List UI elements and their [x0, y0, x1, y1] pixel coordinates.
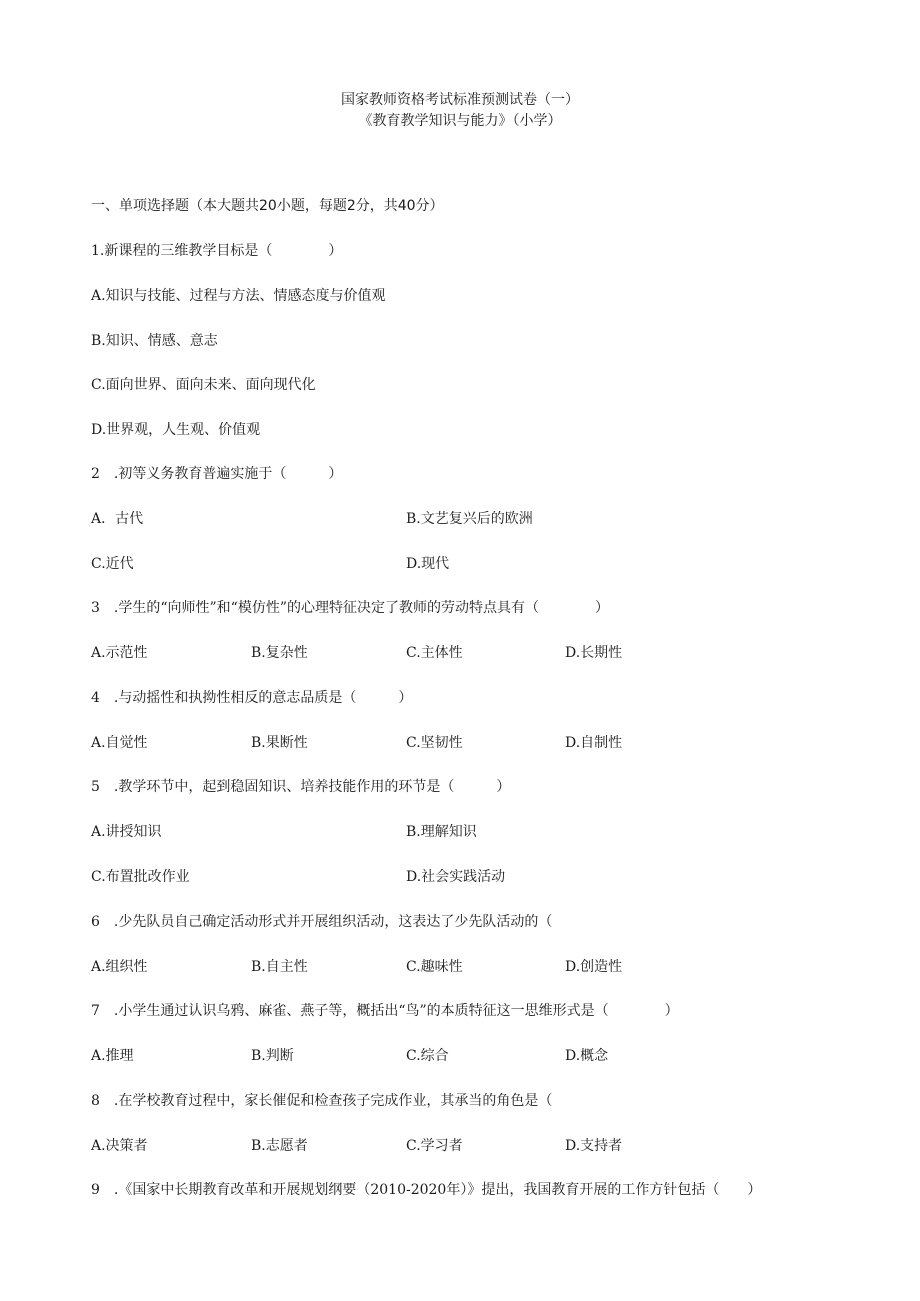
question-7-option-b: B.判断 [251, 1048, 294, 1064]
question-8-option-a: A.决策者 [91, 1138, 148, 1154]
question-3-option-d: D.长期性 [565, 645, 623, 661]
question-6-option-c: C.趣味性 [406, 959, 463, 975]
question-2-option-d: D.现代 [406, 556, 450, 572]
question-8-option-d: D.支持者 [565, 1138, 623, 1154]
question-5-stem: 5 .教学环节中，起到稳固知识、培养技能作用的环节是（ ） [91, 779, 511, 795]
question-1-option-c: C.面向世界、面向未来、面向现代化 [91, 377, 316, 393]
question-2-stem: 2 .初等义务教育普遍实施于（ ） [91, 466, 343, 482]
question-7-stem: 7 .小学生通过认识乌鸦、麻雀、燕子等，概括出“鸟”的本质特征这一思维形式是（ ） [91, 1003, 679, 1019]
question-3-option-c: C.主体性 [406, 645, 463, 661]
question-5-option-a: A.讲授知识 [91, 824, 162, 840]
question-3-option-b: B.复杂性 [251, 645, 308, 661]
exam-subtitle: 《教育教学知识与能力》（小学） [358, 113, 562, 129]
question-6-option-a: A.组织性 [91, 959, 148, 975]
question-6-option-d: D.创造性 [565, 959, 623, 975]
question-1-option-b: B.知识、情感、意志 [91, 333, 218, 349]
question-4-option-c: C.坚韧性 [406, 735, 463, 751]
question-9-stem: 9 .《国家中长期教育改革和开展规划纲要（2010-2020年）》提出，我国教育开展的工作方针包括（ ） [91, 1182, 762, 1198]
question-2-option-b: B.文艺复兴后的欧洲 [406, 511, 533, 527]
question-5-option-b: B.理解知识 [406, 824, 477, 840]
question-2-option-a: A．古代 [91, 511, 144, 527]
question-2-option-c: C.近代 [91, 556, 134, 572]
question-7-option-c: C.综合 [406, 1048, 449, 1064]
question-7-option-a: A.推理 [91, 1048, 134, 1064]
question-3-stem: 3 .学生的“向师性”和“模仿性”的心理特征决定了教师的劳动特点具有（ ） [91, 600, 609, 616]
question-5-option-d: D.社会实践活动 [406, 869, 506, 885]
question-1-option-a: A.知识与技能、过程与方法、情感态度与价值观 [91, 288, 386, 304]
question-6-stem: 6 .少先队员自己确定活动形式并开展组织活动，这表达了少先队活动的（ [91, 914, 553, 930]
question-4-option-d: D.自制性 [565, 735, 623, 751]
question-4-option-a: A.自觉性 [91, 735, 148, 751]
question-8-option-c: C.学习者 [406, 1138, 463, 1154]
question-3-option-a: A.示范性 [91, 645, 148, 661]
question-8-stem: 8 .在学校教育过程中，家长催促和检查孩子完成作业，其承当的角色是（ [91, 1093, 553, 1109]
question-1-stem: 1.新课程的三维教学目标是（ ） [91, 243, 343, 259]
question-4-option-b: B.果断性 [251, 735, 308, 751]
exam-title: 国家教师资格考试标准预测试卷（一） [341, 92, 579, 108]
question-6-option-b: B.自主性 [251, 959, 308, 975]
section-heading: 一、单项选择题（本大题共20小题，每题2分，共40分） [91, 198, 444, 214]
question-7-option-d: D.概念 [565, 1048, 609, 1064]
question-8-option-b: B.志愿者 [251, 1138, 308, 1154]
question-4-stem: 4 .与动摇性和执拗性相反的意志品质是（ ） [91, 690, 413, 706]
question-1-option-d: D.世界观，人生观、价值观 [91, 422, 261, 438]
question-5-option-c: C.布置批改作业 [91, 869, 190, 885]
